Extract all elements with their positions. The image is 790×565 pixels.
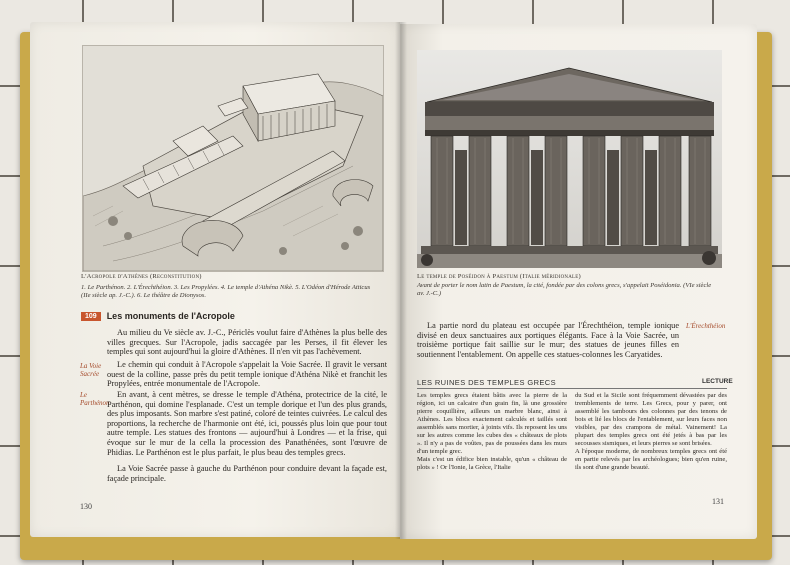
heading-rule <box>417 388 727 389</box>
section-title: Les monuments de l'Acropole <box>106 311 235 321</box>
right-caption-body: Avant de porter le nom latin de Paestum, la cité, fondée par des colons grecs, s'appelait Poséidonia. (VIe siècle av. J.-C.) <box>417 282 712 297</box>
left-paragraph-1: Au milieu du Ve siècle av. J.-C., Périclès voulut faire d'Athènes la plus belle des villes grecques. Sur l'Acropole, jadis saccagée par les Perses, il fit élever les temples qui sont aujourd'hui la gloire d'Athènes. Il n'en vit pas l'achèvement. <box>107 328 387 357</box>
right-page-number: 131 <box>712 497 724 506</box>
margin-note-voie-sacree: La Voie Sacrée <box>80 362 102 378</box>
left-caption-title: L'Acropole d'Athènes (Reconstitution) <box>81 273 202 280</box>
section-number-badge: 109 <box>81 312 101 321</box>
book-gutter <box>395 22 407 539</box>
left-page-number: 130 <box>80 502 92 511</box>
left-paragraph-2: Le chemin qui conduit à l'Acropole s'appelait la Voie Sacrée. Il gravit le versant ouest de la colline, passe près du petit temple ionique d'Athéna Nikè et franchit les Propylées, entrée monumentale de l'Acropole. <box>107 360 387 389</box>
section-heading <box>81 311 235 321</box>
reading-section-heading: LES RUINES DES TEMPLES GRECS <box>417 378 557 387</box>
right-caption-title: Le temple de Poséidon à Paestum (Italie méridionale) <box>417 273 581 280</box>
paestum-temple-photo <box>417 50 722 268</box>
margin-note-erechtheion: L'Érechthéion <box>686 322 726 330</box>
left-paragraph-3: En avant, à cent mètres, se dresse le temple d'Athéna, protectrice de la cité, le Parthénon, qui domine l'esplanade. C'est un temple dorique et l'un des plus grands, des plus imposants. Son marbre s'est patiné, coloré de teintes cuivrées. Le calcul des proportions, la recherche de l'harmonie ont été, ici, poussés plus loin que pour tout autre temple. Les statues des frontons — aujourd'hui à Londres — et la frise, qui évoque sur le mur de la cella la procession des Panathénées, sont l'œuvre de Phidias. Le Parthénon est le plus parfait, le plus beau des temples grecs. <box>107 390 387 457</box>
margin-note-parthenon: Le Parthénon <box>80 391 110 407</box>
left-caption-body: 1. Le Parthénon. 2. L'Érechthéion. 3. Les Propylées. 4. Le temple d'Athéna Nikè. 5. L'Odéon d'Hérode Atticus (IIe siècle ap. J.-C.). 6. Le théâtre de Dionysos. <box>81 284 371 299</box>
reading-column-2: du Sud et la Sicile sont fréquemment dévastées par des tremblements de terre. Les Grecs, pour y parer, ont assemblé les tambours des colonnes par des tenons de bois et lié les blocs de l'entablement, sur leurs faces non visibles, par des crampons de métal. Vainement! La plupart des temples grecs ont été jetés à bas par les secousses sismiques, et leurs pierres se sont brisées. A l'époque moderne, de nombreux temples grecs ont été en partie relevés par les archéologues; bien qu'en ruine, ils sont d'une grande beauté. <box>575 392 727 471</box>
right-paragraph-1: La partie nord du plateau est occupée par l'Érechthéion, temple ionique divisé en deux sanctuaires aux portiques élégants. Face à la Voie Sacrée, un troisième portique fait saillie sur le mur; des statues de jeunes filles en soutiennent l'entablement. On appelle ces statues-colonnes les Caryatides. <box>417 321 679 359</box>
lecture-label: LECTURE <box>702 378 733 385</box>
reading-column-1: Les temples grecs étaient bâtis avec la pierre de la région, ici un calcaire d'un grain fin, là une grossière pierre coquillière, ailleurs un marbre blanc, ainsi à Athènes. Les blocs exactement calculés et taillés sont assemblés sans mortier, à joints vifs. Ils reposent les uns sur les autres comme les cubes des « châteaux de plots ». Il n'y a pas de voûtes, pas de poussées dans les murs d'un temple grec. Mais c'est un édifice bien instable, qu'un « château de plots » ! Or l'Ionie, la Grèce, l'Italie <box>417 392 567 471</box>
acropolis-illustration <box>82 45 384 272</box>
left-paragraph-4: La Voie Sacrée passe à gauche du Parthénon pour conduire devant la façade est, façade principale. <box>107 464 387 483</box>
